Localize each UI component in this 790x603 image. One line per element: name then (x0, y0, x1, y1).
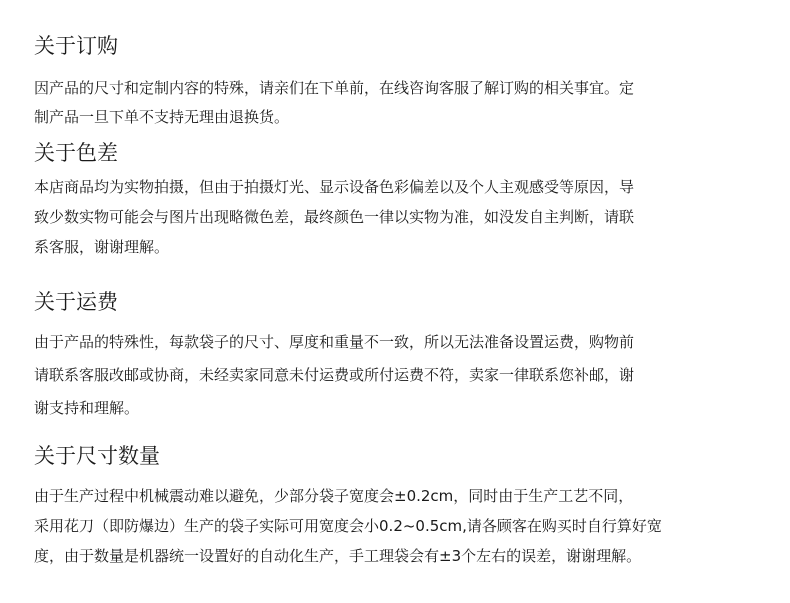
section-heading: 关于色差 (34, 141, 118, 165)
section-about-shipping (34, 288, 770, 425)
paragraph-line: 本店商品均为实物拍摄，但由于拍摄灯光、显示设备色彩偏差以及个人主观感受等原因，导 (34, 178, 635, 196)
section-paragraph (34, 326, 770, 425)
section-about-size-quantity (34, 442, 770, 571)
section-paragraph (34, 172, 770, 262)
section-paragraph (34, 481, 770, 571)
paragraph-line: 制产品一旦下单不支持无理由退换货。 (34, 108, 290, 126)
section-about-color-difference (34, 139, 770, 262)
section-paragraph (34, 74, 770, 132)
paragraph-line: 度，由于数量是机器统一设置好的自动化生产，手工理袋会有±3个左右的误差，谢谢理解。 (34, 547, 642, 565)
section-heading: 关于尺寸数量 (34, 444, 160, 468)
section-about-ordering (34, 32, 770, 132)
paragraph-line: 由于产品的特殊性，每款袋子的尺寸、厚度和重量不一致，所以无法准备设置运费，购物前 (34, 333, 635, 351)
paragraph-line: 由于生产过程中机械震动难以避免，少部分袋子宽度会±0.2cm，同时由于生产工艺不同， (34, 487, 634, 505)
section-heading: 关于运费 (34, 290, 118, 314)
paragraph-line: 因产品的尺寸和定制内容的特殊，请亲们在下单前，在线咨询客服了解订购的相关事宜。定 (34, 79, 635, 97)
paragraph-line: 采用花刀（即防爆边）生产的袋子实际可用宽度会小0.2~0.5cm,请各顾客在购买时自行算好宽 (34, 517, 662, 535)
paragraph-line: 请联系客服改邮或协商，未经卖家同意未付运费或所付运费不符，卖家一律联系您补邮，谢 (34, 366, 635, 384)
paragraph-line: 谢支持和理解。 (34, 399, 140, 417)
paragraph-line: 致少数实物可能会与图片出现略微色差，最终颜色一律以实物为准，如没发自主判断，请联 (34, 208, 635, 226)
section-heading: 关于订购 (34, 34, 118, 58)
paragraph-line: 系客服，谢谢理解。 (34, 238, 170, 256)
